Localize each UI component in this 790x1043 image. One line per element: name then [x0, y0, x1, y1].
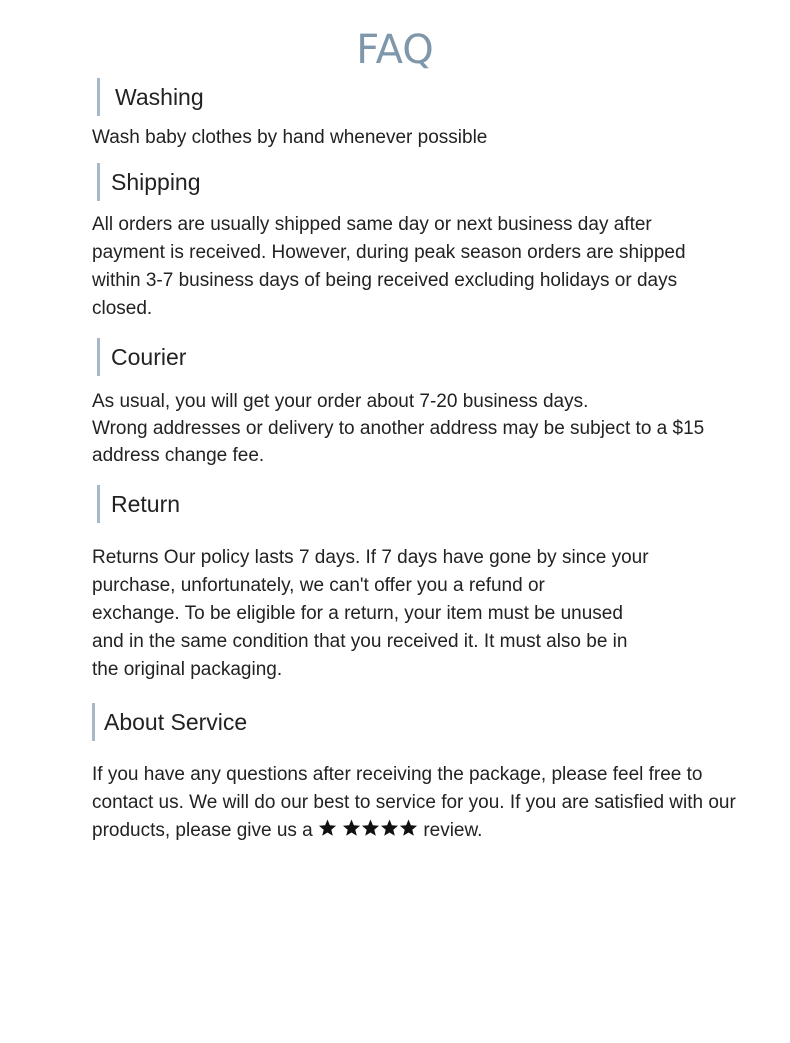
courier-line-1: As usual, you will get your order about 7-20 business days.: [92, 391, 589, 412]
shipping-line-2: payment is received. However, during peak season orders are shipped: [92, 242, 686, 263]
courier-body: [92, 388, 704, 469]
return-line-2: purchase, unfortunately, we can't offer you a refund or: [92, 575, 545, 596]
shipping-line-3: within 3-7 business days of being received excluding holidays or days: [92, 270, 678, 291]
courier-heading-text: Courier: [111, 344, 187, 370]
star-icon: [318, 819, 337, 837]
about-service-line-2: contact us. We will do our best to service for you. If you are satisfied with our: [92, 792, 736, 813]
about-service-line-3-text: products, please give us a: [92, 820, 313, 841]
return-line-3: exchange. To be eligible for a return, your item must be unused: [92, 603, 623, 624]
return-line-1: Returns Our policy lasts 7 days. If 7 days have gone by since your: [92, 547, 649, 568]
courier-line-2: Wrong addresses or delivery to another address may be subject to a $15: [92, 418, 705, 439]
star-icon: [342, 819, 361, 837]
shipping-line-4: closed.: [92, 298, 153, 319]
washing-body: [92, 124, 487, 152]
about-service-body: [92, 761, 736, 846]
return-line-4: and in the same condition that you received it. It must also be in: [92, 631, 628, 652]
courier-line-3: address change fee.: [92, 445, 265, 466]
return-heading: [97, 485, 180, 523]
star-icon: [361, 819, 380, 837]
courier-heading: [97, 338, 186, 376]
washing-line-1: Wash baby clothes by hand whenever possible: [92, 127, 488, 148]
star-icon: [380, 819, 399, 837]
page-title: FAQ: [356, 27, 434, 73]
about-service-heading: [92, 703, 247, 741]
shipping-body: [92, 211, 686, 323]
about-service-line-3: [92, 817, 736, 846]
about-service-line-3-end: review.: [423, 820, 483, 841]
shipping-heading: [97, 163, 201, 201]
return-heading-text: Return: [111, 491, 181, 517]
shipping-heading-text: Shipping: [111, 169, 201, 195]
return-body: [92, 544, 649, 684]
shipping-line-1: All orders are usually shipped same day or next business day after: [92, 214, 652, 235]
washing-heading: [97, 78, 204, 116]
star-icon: [399, 819, 418, 837]
about-service-heading-text: About Service: [104, 709, 248, 735]
about-service-line-1: If you have any questions after receiving the package, please feel free to: [92, 764, 703, 785]
return-line-5: the original packaging.: [92, 659, 283, 680]
rating-stars: [318, 818, 418, 846]
washing-heading-text: Washing: [115, 84, 204, 110]
